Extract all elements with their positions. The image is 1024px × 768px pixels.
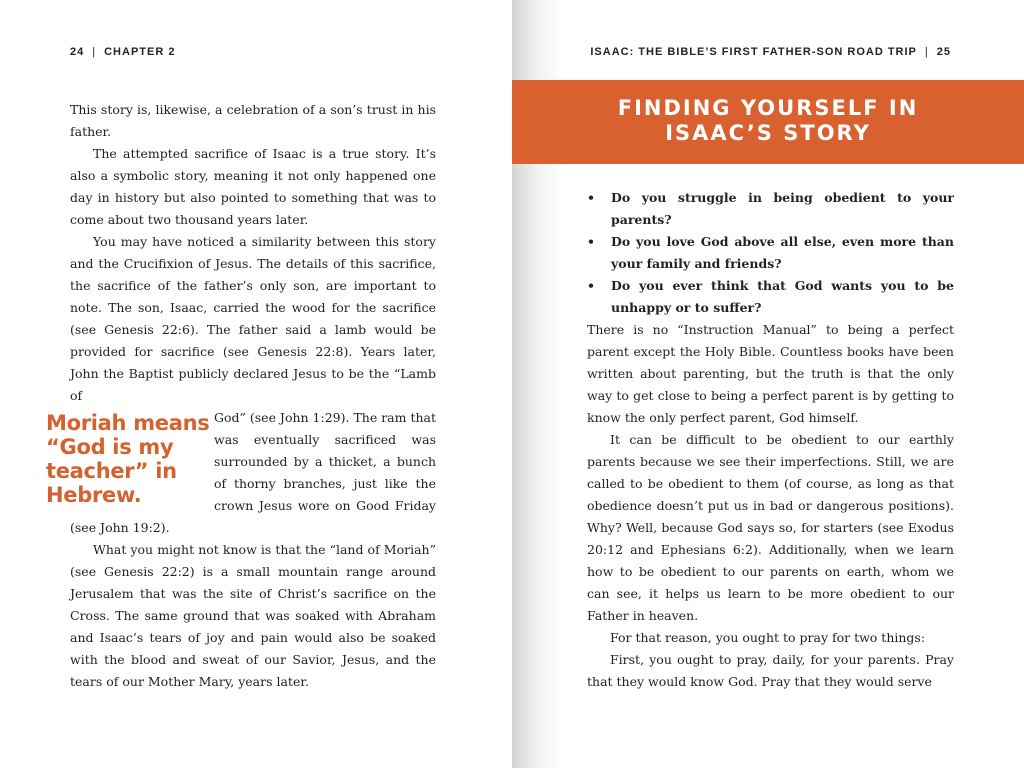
bullet-icon: • [587,190,595,205]
section-banner [512,80,1024,164]
separator: | [924,46,929,58]
question-list [587,187,954,319]
paragraph: For that reason, you ought to pray for two things: [610,630,926,645]
question-text: Do you struggle in being obedient to your parents? [611,190,954,227]
paragraph: It can be difficult to be obedient to our earthly parents because we see their imperfections. Still, we are called to be obedient to them (of course, as long as that obedience doesn’t put us in bad or dangerous positions). Why? Well, because God says so, for starters (see Exodus 20:12 and Ephesians 6:2). Additionally, when we learn how to be obedient to our parents on earth, whom we can see, it helps us learn to be more obedient to our Father in heaven. [587,432,954,623]
section-heading [512,96,1024,146]
running-title: ISAAC: THE BIBLE’S FIRST FATHER-SON ROAD TRIP [590,46,917,58]
list-item [587,187,954,231]
chapter-label: CHAPTER 2 [104,46,176,58]
paragraph: The attempted sacrifice of Isaac is a true story. It’s also a symbolic story, meaning it not only happened one day in history but also pointed to something that was to come about two thousand years later. [70,146,436,227]
right-running-head [590,46,951,58]
section-heading-line: ISAAC’S STORY [665,121,871,145]
list-item [587,231,954,275]
paragraph: First, you ought to pray, daily, for your parents. Pray that they would know God. Pray that they would serve [587,652,954,689]
right-body-text [587,319,954,693]
bullet-icon: • [587,278,595,293]
paragraph: You may have noticed a similarity between this story and the Crucifixion of Jesus. The details of this sacrifice, the sacrifice of the father’s only son, are important to note. The son, Isaac, carried the wood for the sacrifice (see Genesis 22:6). The father said a lamb would be provided for sacrifice (see Genesis 22:8). Years later, John the Baptist publicly declared Jesus to be the “Lamb of [70,234,436,403]
section-heading-line: FINDING YOURSELF IN [617,96,919,120]
paragraph: There is no “Instruction Manual” to being a perfect parent except the Holy Bible. Countless books have been written about parenting, but the truth is that the only way to get close to being a perfect parent is by getting to know the only perfect parent, God himself. [587,322,954,425]
left-running-head [70,46,175,58]
left-body-text [46,99,437,693]
question-text: Do you love God above all else, even more than your family and friends? [611,234,954,271]
paragraph: This story is, likewise, a celebration of a son’s trust in his father. [70,102,436,139]
separator: | [92,46,97,58]
paragraph-wrapped: God” (see John 1:29). The ram that was eventually sacrificed was surrounded by a thicket, a bunch of thorny branches, just like the crown Jesus wore on Good Friday (see John 19:2). [70,410,437,535]
bullet-icon: • [587,234,595,249]
page-number: 25 [936,46,951,58]
list-item [587,275,954,319]
pull-quote: Moriah means “God is my teacher” in Hebrew. [46,411,210,507]
paragraph: What you might not know is that the “land of Moriah” (see Genesis 22:2) is a small mountain range around Jerusalem that was the site of Christ’s sacrifice on the Cross. The same ground that was soaked with Abraham and Isaac’s tears of joy and pain would also be soaked with the blood and sweat of our Savior, Jesus, and the tears of our Mother Mary, years later. [70,542,436,689]
page-number: 24 [70,46,85,58]
question-text: Do you ever think that God wants you to be unhappy or to suffer? [611,278,954,315]
